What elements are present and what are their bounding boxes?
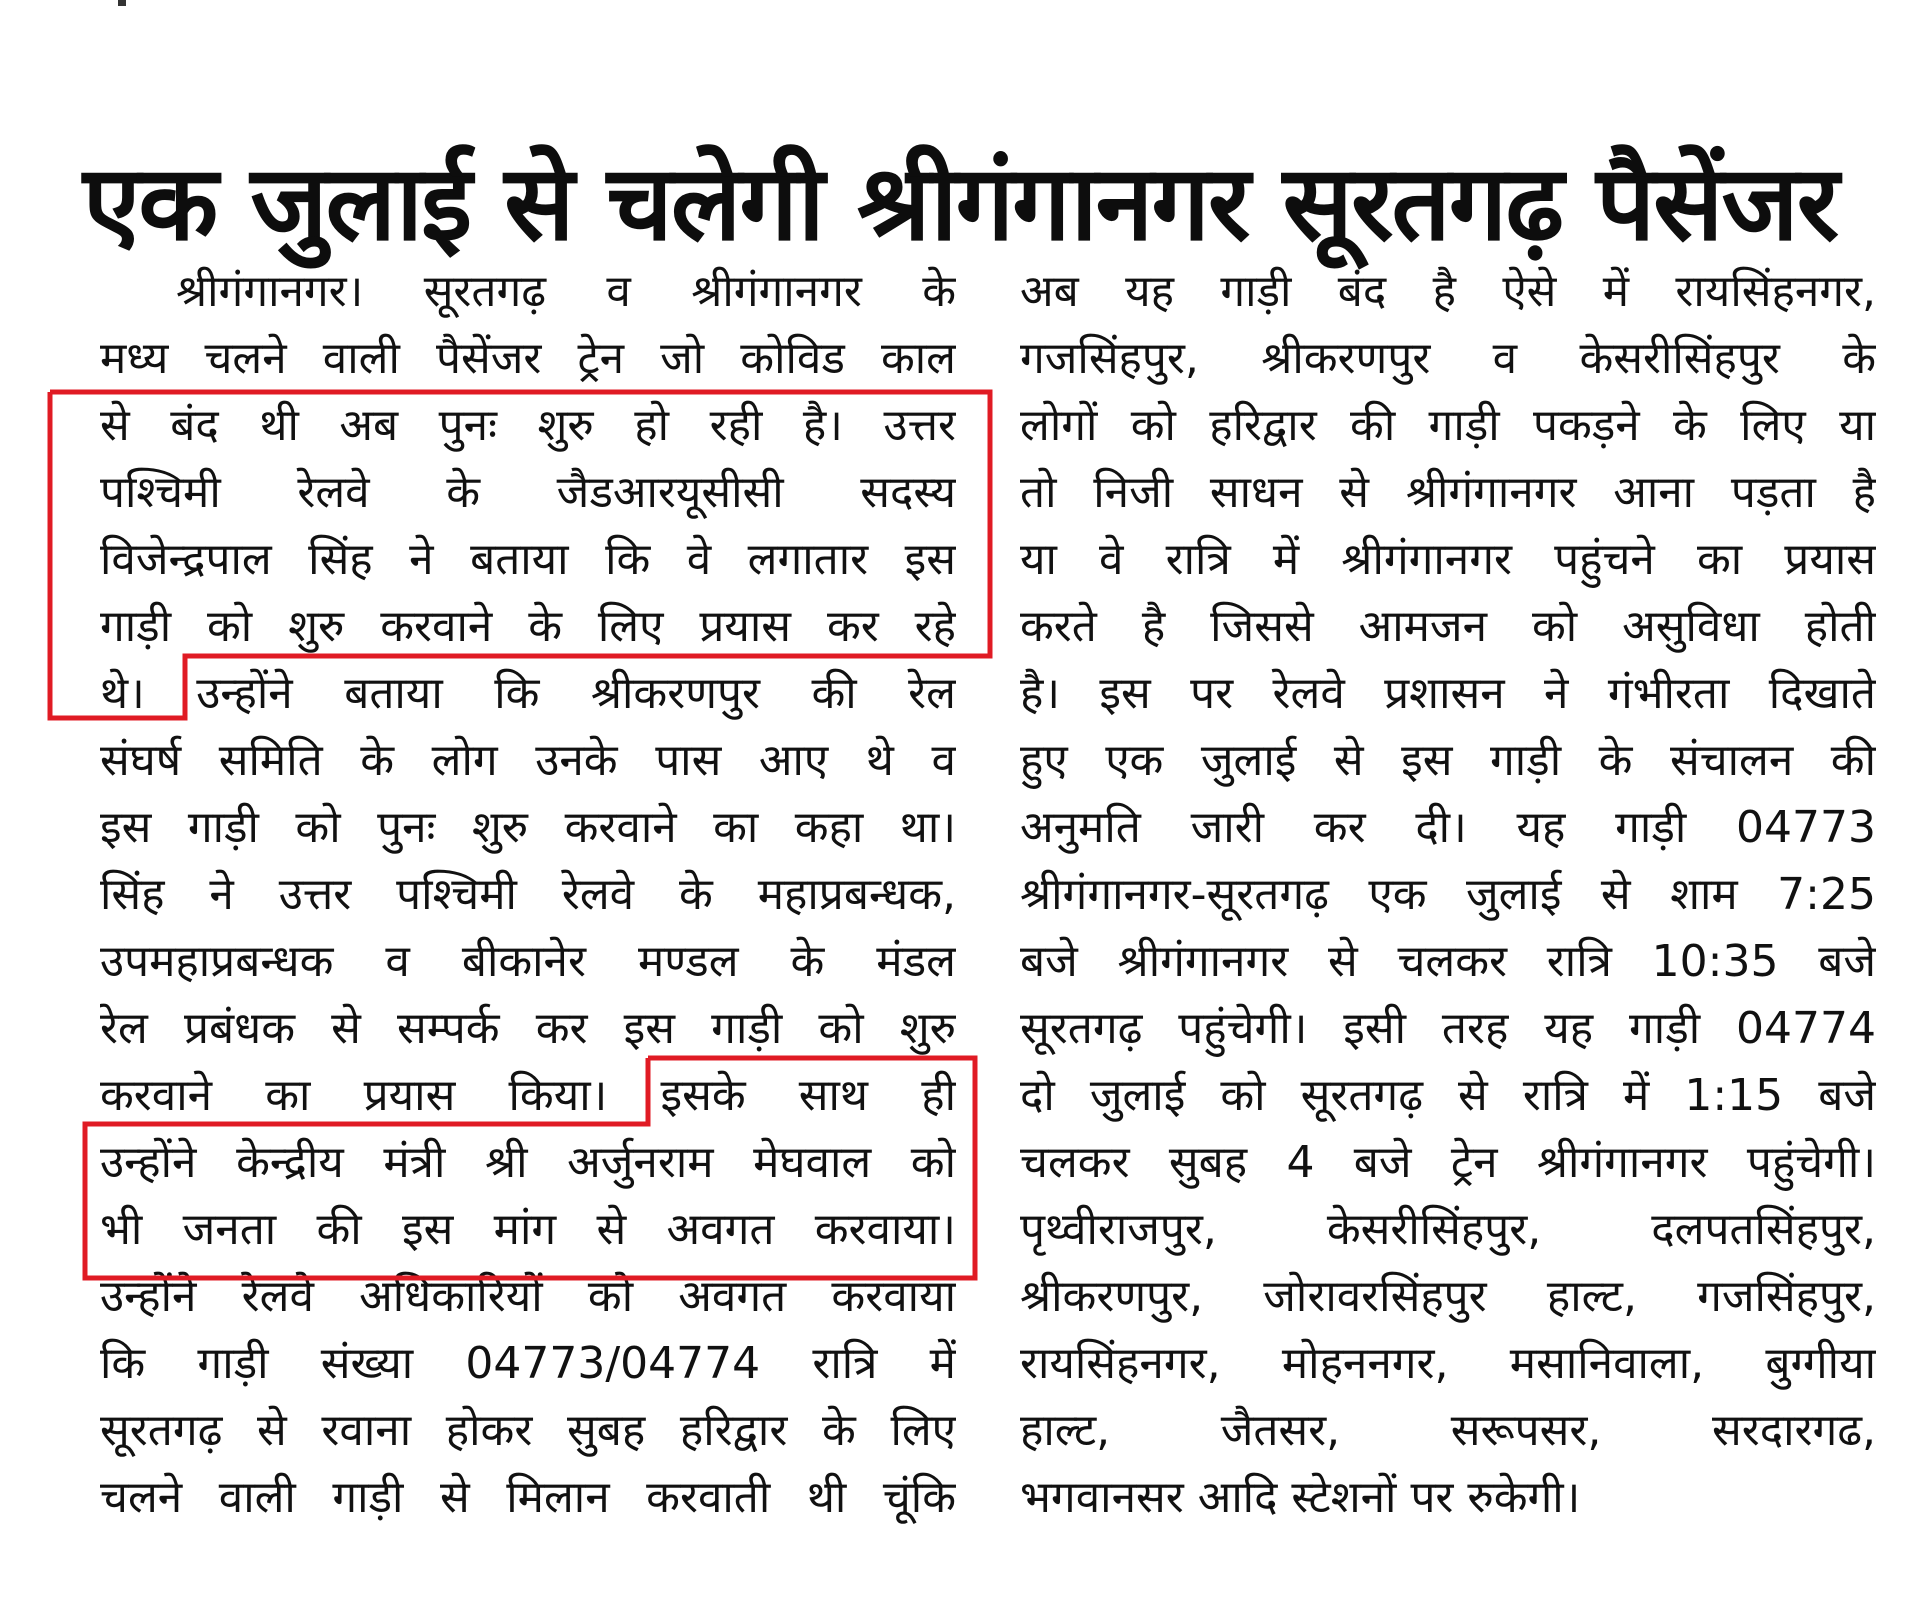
text-line: दो जुलाई को सूरतगढ़ से रात्रि में 1:15 बजे (1020, 1070, 1876, 1121)
text-line: चलने वाली गाड़ी से मिलान करवाती थी चूंकि (100, 1472, 956, 1523)
text-line: हुए एक जुलाई से इस गाड़ी के संचालन की (1020, 735, 1876, 786)
text-line: करते है जिससे आमजन को असुविधा होती (1020, 601, 1876, 652)
text-line: श्रीगंगानगर। सूरतगढ़ व श्रीगंगानगर के (176, 266, 956, 317)
article-headline: एक जुलाई से चलेगी श्रीगंगानगर सूरतगढ़ पैसेंजर (82, 142, 1838, 265)
text-line: बजे श्रीगंगानगर से चलकर रात्रि 10:35 बजे (1020, 936, 1876, 987)
text-line: इस गाड़ी को पुनः शुरु करवाने का कहा था। (100, 802, 956, 853)
text-line: उन्होंने केन्द्रीय मंत्री श्री अर्जुनराम मेघवाल को (100, 1137, 956, 1188)
text-line: भी जनता की इस मांग से अवगत करवाया। (100, 1204, 956, 1255)
text-line: लोगों को हरिद्वार की गाड़ी पकड़ने के लिए या (1020, 400, 1876, 451)
text-line: तो निजी साधन से श्रीगंगानगर आना पड़ता है (1020, 467, 1876, 518)
text-line: रायसिंहनगर, मोहननगर, मसानिवाला, बुग्गीया (1020, 1338, 1876, 1389)
text-line: चलकर सुबह 4 बजे ट्रेन श्रीगंगानगर पहुंचेगी। (1020, 1137, 1876, 1188)
text-line: अनुमति जारी कर दी। यह गाड़ी 04773 (1020, 802, 1876, 853)
right-column (1020, 258, 1876, 1531)
text-line: उपमहाप्रबन्धक व बीकानेर मण्डल के मंडल (100, 936, 956, 987)
text-line: सिंह ने उत्तर पश्चिमी रेलवे के महाप्रबन्धक, (100, 869, 956, 920)
text-line: करवाने का प्रयास किया। इसके साथ ही (100, 1070, 956, 1121)
text-line: सूरतगढ़ पहुंचेगी। इसी तरह यह गाड़ी 04774 (1020, 1003, 1876, 1054)
text-line: उन्होंने रेलवे अधिकारियों को अवगत करवाया (100, 1271, 956, 1322)
text-line: हाल्ट, जैतसर, सरूपसर, सरदारगढ, (1020, 1405, 1876, 1456)
text-line: सूरतगढ़ से रवाना होकर सुबह हरिद्वार के लिए (100, 1405, 956, 1456)
text-line: श्रीकरणपुर, जोरावरसिंहपुर हाल्ट, गजसिंहपुर, (1020, 1271, 1876, 1322)
text-line: भगवानसर आदि स्टेशनों पर रुकेगी। (1020, 1472, 1581, 1523)
text-line: से बंद थी अब पुनः शुरु हो रही है। उत्तर (100, 400, 956, 451)
page-edge-mark (118, 0, 126, 6)
text-line: संघर्ष समिति के लोग उनके पास आए थे व (100, 735, 956, 786)
text-line: गाड़ी को शुरु करवाने के लिए प्रयास कर रहे (100, 601, 956, 652)
text-line: गजसिंहपुर, श्रीकरणपुर व केसरीसिंहपुर के (1020, 333, 1876, 384)
text-line: अब यह गाड़ी बंद है ऐसे में रायसिंहनगर, (1020, 266, 1876, 317)
text-line: है। इस पर रेलवे प्रशासन ने गंभीरता दिखाते (1020, 668, 1876, 719)
left-column (100, 258, 956, 1531)
text-line: पृथ्वीराजपुर, केसरीसिंहपुर, दलपतसिंहपुर, (1020, 1204, 1876, 1255)
text-line: विजेन्द्रपाल सिंह ने बताया कि वे लगातार इस (100, 534, 956, 585)
text-line: मध्य चलने वाली पैसेंजर ट्रेन जो कोविड काल (100, 333, 956, 384)
text-line: कि गाड़ी संख्या 04773/04774 रात्रि में (100, 1338, 956, 1389)
text-line: श्रीगंगानगर-सूरतगढ़ एक जुलाई से शाम 7:25 (1020, 869, 1876, 920)
text-line: रेल प्रबंधक से सम्पर्क कर इस गाड़ी को शुरु (100, 1003, 956, 1054)
text-line: थे। उन्होंने बताया कि श्रीकरणपुर की रेल (100, 668, 956, 719)
text-line: पश्चिमी रेलवे के जैडआरयूसीसी सदस्य (100, 467, 956, 518)
text-line: या वे रात्रि में श्रीगंगानगर पहुंचने का प्रयास (1020, 534, 1876, 585)
